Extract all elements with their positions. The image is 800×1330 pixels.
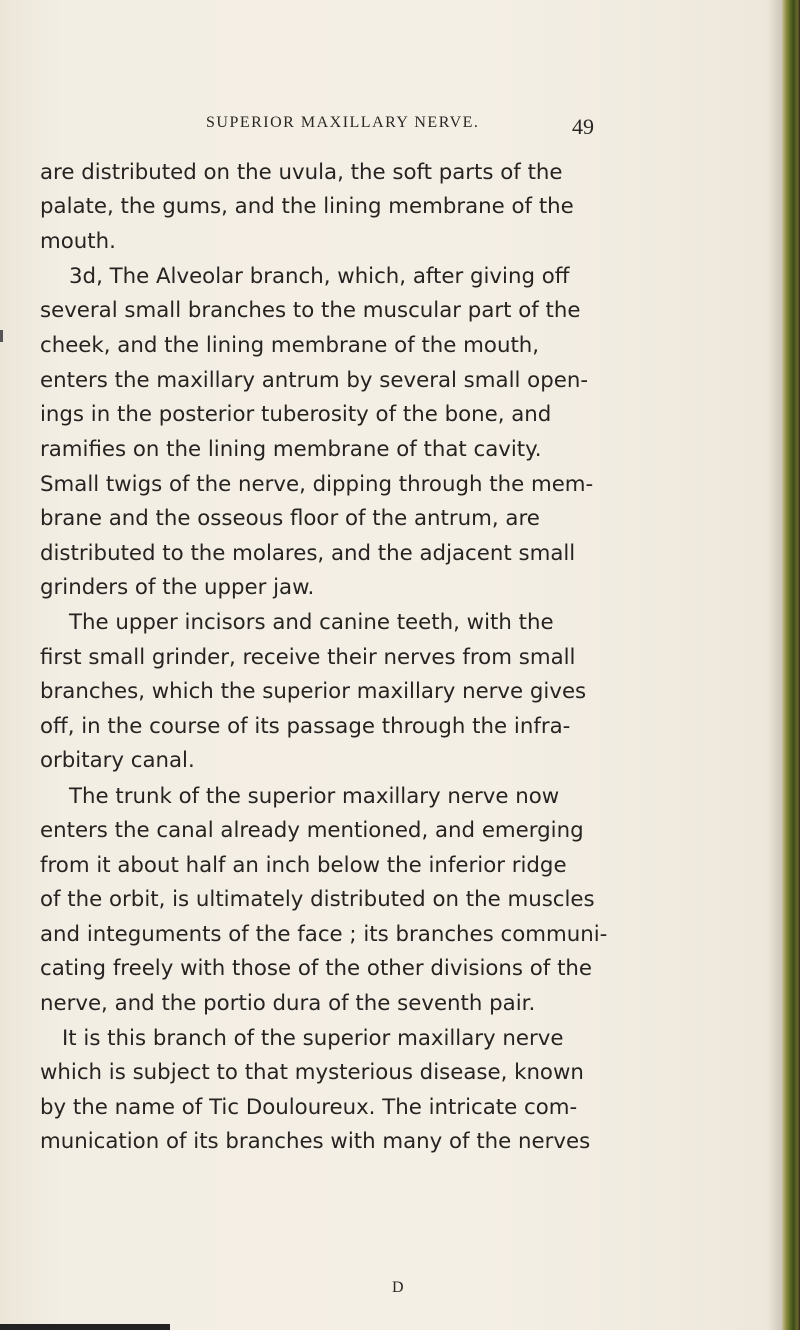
text-line: grinders of the upper jaw. (40, 575, 315, 600)
text-line: are distributed on the uvula, the soft parts of the (40, 160, 563, 185)
text-line: The trunk of the superior maxillary nerve now (69, 784, 560, 809)
text-line: of the orbit, is ultimately distributed on the muscles (40, 887, 595, 912)
text-line: several small branches to the muscular part of the (40, 298, 581, 323)
text-line: The upper incisors and canine teeth, with the (69, 610, 554, 635)
gutter-shadow (768, 0, 782, 1330)
margin-mark (0, 330, 3, 342)
text-line: ings in the posterior tuberosity of the bone, and (40, 402, 552, 427)
text-line: off, in the course of its passage through the infra- (40, 714, 571, 739)
text-line: ramifies on the lining membrane of that cavity. (40, 437, 542, 462)
text-line: by the name of Tic Douloureux. The intricate com- (40, 1095, 578, 1120)
text-line: distributed to the molares, and the adjacent small (40, 541, 576, 566)
text-line: Small twigs of the nerve, dipping through the mem- (40, 472, 594, 497)
book-binding-edge (782, 0, 800, 1330)
text-line: enters the maxillary antrum by several small open- (40, 368, 589, 393)
text-line: enters the canal already mentioned, and emerging (40, 818, 584, 843)
text-line: mouth. (40, 229, 116, 254)
text-line: munication of its branches with many of the nerves (40, 1129, 591, 1154)
running-head (0, 114, 780, 144)
text-line: palate, the gums, and the lining membrane of the (40, 194, 574, 219)
text-line: nerve, and the portio dura of the seventh pair. (40, 991, 536, 1016)
text-line: cheek, and the lining membrane of the mouth, (40, 333, 540, 358)
text-line: and integuments of the face ; its branches communi- (40, 922, 608, 947)
text-line: branches, which the superior maxillary nerve gives (40, 679, 587, 704)
page-number: 49 (572, 114, 594, 139)
signature-mark: D (392, 1279, 405, 1296)
text-line: It is this branch of the superior maxillary nerve (62, 1026, 564, 1051)
running-title: SUPERIOR MAXILLARY NERVE. (206, 114, 480, 131)
text-line: 3d, The Alveolar branch, which, after giving off (69, 264, 570, 289)
text-line: brane and the osseous floor of the antrum, are (40, 506, 540, 531)
text-line: from it about half an inch below the inferior ridge (40, 853, 567, 878)
text-line: cating freely with those of the other divisions of the (40, 956, 593, 981)
text-line: first small grinder, receive their nerves from small (40, 645, 576, 670)
bottom-edge-shadow (0, 1324, 170, 1330)
text-line: which is subject to that mysterious disease, known (40, 1060, 584, 1085)
text-line: orbitary canal. (40, 748, 195, 773)
